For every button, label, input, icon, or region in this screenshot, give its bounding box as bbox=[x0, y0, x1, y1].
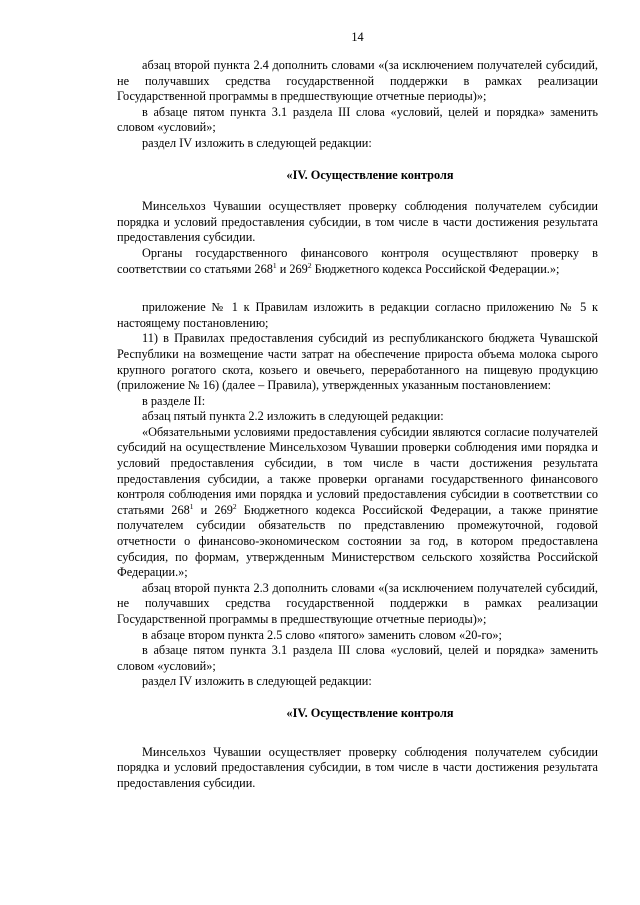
paragraph-appendix-1: приложение № 1 к Правилам изложить в редакции согласно приложению № 5 к настоящему постановлению; bbox=[117, 300, 598, 330]
section-heading-control: «IV. Осуществление контроля bbox=[286, 167, 454, 182]
text-fragment: Органы государственного финансового контроля осуществляют проверку в соответствии со статьями 268 bbox=[117, 245, 598, 276]
spacer bbox=[117, 152, 598, 168]
spacer bbox=[117, 722, 598, 745]
text-fragment: «Обязательными условиями предоставления субсидии являются согласие получателей субсидий на осуществление Минсельхозом Чувашии проверки соблюдения ими порядка и условий предоставления субсидии, в том числе в части достижения результата предоставления субсидии, а также проверки органами государственного финансового контроля соблюдения ими порядка и условий предоставления субсидии в соответствии со статьями 268 bbox=[117, 424, 598, 517]
paragraph-2-4-amendment: абзац второй пункта 2.4 дополнить словами «(за исключением получателей субсидий, не получавших средства государственной поддержки в рамках реализации Государственной программы в предшествующие отчетные периоды)»; bbox=[117, 58, 598, 104]
paragraph-3-1-amendment: в абзаце пятом пункта 3.1 раздела III слова «условий, целей и порядка» заменить словом «условий»; bbox=[117, 104, 598, 135]
text-fragment: Бюджетного кодекса Российской Федерации, а также принятие получателем субсидии обязательств по представлению промежуточной, годовой отчетности о финансово-экономическом состоянии за год, в котором предоставлена субсидия, по формам, утвержденным Министерством сельского хозяйства Российской Федерации.»; bbox=[117, 502, 598, 580]
paragraph-section-ii: в разделе II: bbox=[142, 393, 206, 408]
paragraph-2-3-amendment: абзац второй пункта 2.3 дополнить словами «(за исключением получателей субсидий, не получавших средства государственной поддержки в рамках реализации Государственной программы в предшествующие отчетные периоды)»; bbox=[117, 580, 598, 626]
text-fragment: и 269 bbox=[276, 261, 308, 276]
paragraph-control-minselkhoz-2: Минсельхоз Чувашии осуществляет проверку соблюдения получателем субсидии порядка и условий предоставления субсидии, в том числе в части достижения результата предоставления субсидии. bbox=[117, 744, 598, 790]
paragraph-control-financial-bodies bbox=[117, 246, 598, 277]
paragraph-mandatory-conditions bbox=[117, 425, 598, 581]
paragraph-control-minselkhoz: Минсельхоз Чувашии осуществляет проверку соблюдения получателем субсидии порядка и условий предоставления субсидии, в том числе в части достижения результата предоставления субсидии. bbox=[117, 199, 598, 245]
paragraph-3-1-amendment-2: в абзаце пятом пункта 3.1 раздела III слова «условий, целей и порядка» заменить словом «условий»; bbox=[117, 643, 598, 673]
text-fragment: Бюджетного кодекса Российской Федерации.»; bbox=[311, 261, 560, 276]
page-number: 14 bbox=[351, 30, 364, 44]
text-fragment: и 269 bbox=[193, 502, 233, 517]
paragraph-section-iv-intro-2: раздел IV изложить в следующей редакции: bbox=[142, 674, 372, 689]
document-page bbox=[117, 30, 598, 791]
spacer bbox=[117, 277, 598, 300]
superscript: 1 bbox=[189, 501, 194, 511]
spacer bbox=[117, 690, 598, 706]
paragraph-item-11-rules: 11) в Правилах предоставления субсидий из республиканского бюджета Чувашской Республики на возмещение части затрат на обеспечение прироста объема молока сырого крупного рогатого скота, козьего и овечьего, переработанного на пищевую продукцию (приложение № 16) (далее – Правила), утвержденных указанным постановлением: bbox=[117, 331, 598, 393]
paragraph-section-iv-intro: раздел IV изложить в следующей редакции: bbox=[142, 135, 372, 150]
superscript: 2 bbox=[232, 501, 237, 511]
section-heading-control-2: «IV. Осуществление контроля bbox=[286, 705, 454, 720]
paragraph-2-2-intro: абзац пятый пункта 2.2 изложить в следующей редакции: bbox=[142, 409, 444, 424]
spacer bbox=[117, 183, 598, 199]
paragraph-2-5-amendment: в абзаце втором пункта 2.5 слово «пятого» заменить словом «20-го»; bbox=[142, 627, 502, 642]
superscript: 2 bbox=[307, 260, 312, 270]
superscript: 1 bbox=[272, 260, 277, 270]
